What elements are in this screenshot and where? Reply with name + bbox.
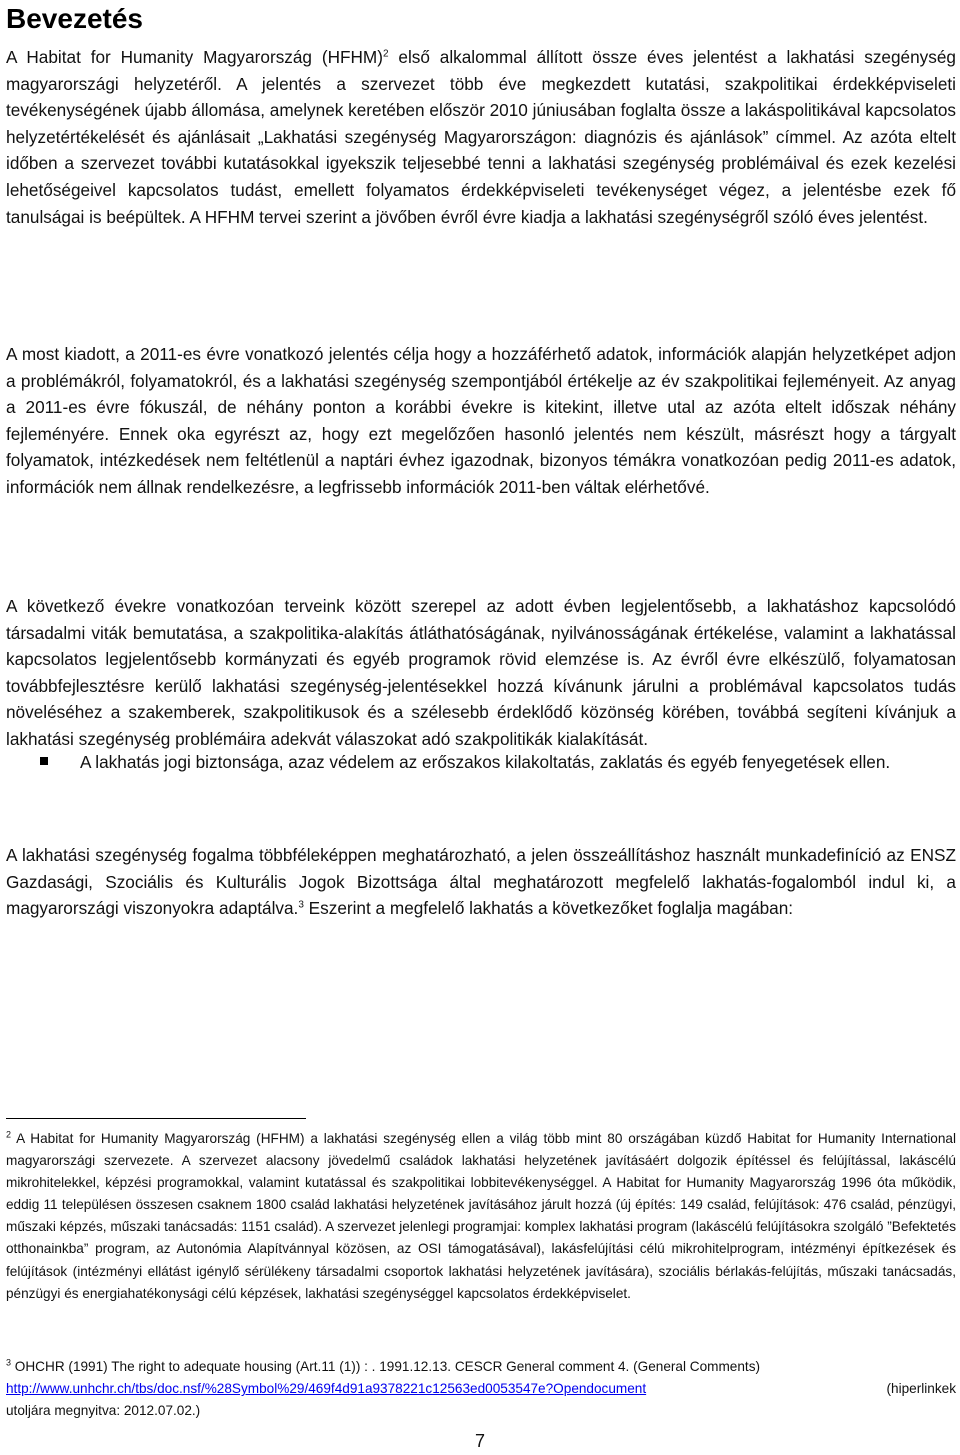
footnote-2-number: 2 xyxy=(6,1129,12,1140)
footnote-3-number: 3 xyxy=(6,1357,12,1368)
footnote-3-last-line: utoljára megnyitva: 2012.07.02.) xyxy=(6,1403,201,1419)
paragraph-1-text-a: A Habitat for Humanity Magyarország (HFHM) xyxy=(6,47,383,67)
footnote-3-link[interactable]: http://www.unhchr.ch/tbs/doc.nsf/%28Symbol%29/469f4d91a9378221c12563ed0053547e?Opendocument xyxy=(6,1381,647,1397)
bullet-square-icon xyxy=(40,757,48,765)
paragraph-4-text-b: Eszerint a megfelelő lakhatás a következőket foglalja magában: xyxy=(303,898,794,919)
footnote-2 xyxy=(6,1128,956,1305)
bullet-item-1: A lakhatás jogi biztonsága, azaz védelem az erőszakos kilakoltatás, zaklatás és egyéb fenyegetések ellen. xyxy=(80,752,891,772)
footnote-ref-2[interactable]: 2 xyxy=(382,48,389,60)
section-heading: Bevezetés xyxy=(6,3,143,34)
page-number: 7 xyxy=(474,1431,485,1451)
footnote-3-text: OHCHR (1991) The right to adequate housing (Art.11 (1)) : . 1991.12.13. CESCR General comment 4. (General Comments) xyxy=(11,1359,761,1374)
paragraph-4-text-a: A lakhatási szegénység fogalma többféleképpen meghatározható, a jelen összeállításhoz használt munkadefiníció az ENSZ Gazdasági, Szociális és Kulturális Jogok Bizottsága által meghatározott megfelelő lakhatás-fogalomból indul ki, a magyarországi viszonyokra adaptálva. xyxy=(6,845,956,919)
paragraph-1-text-b: első alkalommal állított össze éves jelentést a lakhatási szegénység magyarországi helyzetéről. A jelentés a szervezet több éve megkezdett kutatási, szakpolitikai érdekképviseleti tevékenységének újabb állomása, amelynek keretében először 2010 júniusában foglalta össze a lakáspolitikával kapcsolatos helyzetértékelését és ajánlásait „Lakhatási szegénység Magyarországon: diagnózis és ajánlások” címmel. Az azóta eltelt időben a szervezet további kutatásokkal igyekszik teljesebbé tenni a lakhatási szegénység problémáival és ezek kezelési lehetőségeivel kapcsolatos tudást, emellett folyamatos érdekképviseleti tevékenységet végez, a jelentésbe ezek fő tanulságai is beépültek. A HFHM tervei szerint a jövőben évről évre kiadja a lakhatási szegénységről szóló éves jelentést. xyxy=(6,47,956,227)
footnote-3-line-1 xyxy=(6,1356,956,1378)
footnote-ref-3[interactable]: 3 xyxy=(298,899,304,911)
paragraph-2: A most kiadott, a 2011-es évre vonatkozó jelentés célja hogy a hozzáférhető adatok, információk alapján helyzetképet adjon a problémákról, folyamatokról, és a lakhatási szegénység szempontjából értékelje az év szakpolitikai fejleményeit. Az anyag a 2011-es évre fókuszál, de néhány ponton a korábbi évekre is kitekint, illetve utal az azóta eltelt időszak néhány fejleményére. Ennek oka egyrészt az, hogy ezt megelőzően hasonló jelentés nem készült, másrészt hogy a tárgyalt folyamatok, intézkedések nem feltétlenül a naptári évhez igazodnak, bizonyos témákra vonatkozóan pedig 2011-es adatok, információk nem állnak rendelkezésre, a legfrissebb információk 2011-ben váltak elérhetővé. xyxy=(6,344,956,497)
footnote-3 xyxy=(6,1356,956,1422)
footnote-3-link-suffix: (hiperlinkek xyxy=(886,1381,956,1397)
paragraph-4 xyxy=(6,842,956,922)
paragraph-1 xyxy=(6,44,956,230)
footnote-2-text: A Habitat for Humanity Magyarország (HFHM) a lakhatási szegénység ellen a világ több mint 80 országában küzdő Habitat for Humanity International magyarországi szervezete. A szervezet alacsony jövedelmű családok lakhatási helyzetének javításáért dolgozik építéssel és felújítással, lakáscélú mikrohitelekkel, képzési programokkal, valamint kutatással és szakpolitikai lobbitevékenységgel. A Habitat for Humanity Magyarország 1996 óta működik, eddig 11 településen összesen csaknem 1800 család lakhatási helyzetének javításához járult hozzá (új építés: 149 család, felújítások: 476 család, pénzügyi, műszaki képzés, műszaki tanácsadás: 1151 család). A szervezet jelenlegi programjai: komplex lakhatási program (lakáscélú felújításokra szolgáló ”Befektetés otthonainkba” program, az Autonómia Alapítvánnyal közösen, az OSI támogatásával), lakásfelújítási célú mikrohitelprogram, intézményi építkezések és felújítások (intézményi ellátást igénylő sérülékeny társadalmi csoportok lakhatási helyzetének javítására), szociális bérlakás-felújítás, műszaki tanácsadás, pénzügyi és energiahatékonysági célú képzések, lakhatási szegénységgel kapcsolatos érdekképviselet. xyxy=(6,1131,956,1301)
footnote-3-link-line xyxy=(6,1378,956,1400)
footnote-divider xyxy=(6,1118,306,1119)
paragraph-3: A következő évekre vonatkozóan terveink között szerepel az adott évben legjelentősebb, a lakhatáshoz kapcsolódó társadalmi viták bemutatása, a szakpolitika-alakítás átláthatóságának, nyilvánosságának értékelése, valamint a lakhatással kapcsolatos legjelentősebb kormányzati és egyéb programok rövid elemzése is. Az évről évre elkészülő, folyamatosan továbbfejlesztésre kerülő lakhatási szegénység-jelentésekkel hozzá kívánunk járulni a problémával kapcsolatos tudás növeléséhez a szakemberek, szakpolitikusok és a szélesebb érdeklődő közönség körében, továbbá segíteni kívánjuk a lakhatási szegénység problémáira adekvát válaszokat adó szakpolitikák kialakítását. xyxy=(6,596,956,749)
